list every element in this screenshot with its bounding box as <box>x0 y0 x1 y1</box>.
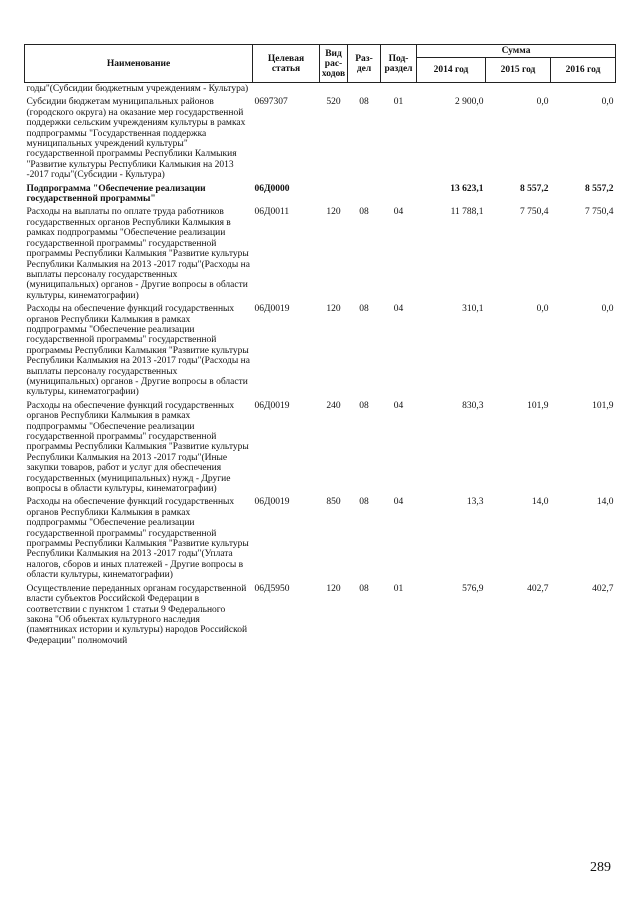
row-amount-2016: 0,0 <box>601 304 614 315</box>
row-vid <box>320 83 348 97</box>
row-amount-2014: 2 900,0 <box>455 97 484 108</box>
row-podrazdel: 01 <box>393 583 404 594</box>
row-amount-2015: 0,0 <box>536 304 549 315</box>
table-row <box>25 83 616 97</box>
header-target: Целевая статья <box>253 45 320 83</box>
row-podrazdel: 04 <box>393 497 404 508</box>
row-amount-2015: 0,0 <box>536 97 549 108</box>
row-vid: 520 <box>326 97 341 108</box>
table-header <box>25 45 616 83</box>
row-amount-2015: 402,7 <box>527 583 549 594</box>
row-amount-2014: 13 623,1 <box>450 183 484 194</box>
row-vid: 120 <box>326 207 341 218</box>
row-vid: 850 <box>326 497 341 508</box>
row-amount-2016 <box>551 83 616 97</box>
row-target-code: 06Д0011 <box>254 207 290 218</box>
row-amount-2014: 13,3 <box>466 497 484 508</box>
row-razdel <box>348 83 381 97</box>
budget-table <box>24 44 616 648</box>
row-amount-2014: 310,1 <box>462 304 484 315</box>
row-podrazdel <box>381 183 417 207</box>
row-amount-2014: 11 788,1 <box>450 207 484 218</box>
header-2015: 2015 год <box>486 58 551 83</box>
row-vid: 240 <box>326 400 341 411</box>
row-name: Субсидии бюджетам муниципальных районов (городского округа) на оказание мер государственной поддержки сельским учреждениям культуры в рамках подпрограммы "Государственная поддержка муниципальных учреждений культуры" государственной программы Республики Калмыкия "Развитие культуры Республики Калмыкия на 2013 -2017 годы"(Субсидии - Культура) <box>26 97 246 181</box>
row-target-code: 06Д0000 <box>254 183 290 194</box>
row-razdel: 08 <box>359 97 369 108</box>
row-razdel: 08 <box>359 304 369 315</box>
row-vid <box>320 183 348 207</box>
row-amount-2016: 101,9 <box>592 400 614 411</box>
table-row <box>25 96 616 182</box>
row-podrazdel: 04 <box>393 207 404 218</box>
row-amount-2016: 0,0 <box>601 97 614 108</box>
row-amount-2015: 7 750,4 <box>520 207 549 218</box>
row-amount-2015: 14,0 <box>531 497 549 508</box>
table-row <box>25 583 616 648</box>
row-podrazdel: 01 <box>393 97 404 108</box>
page-number: 289 <box>590 860 611 875</box>
row-amount-2014 <box>417 83 486 97</box>
header-podrazdel: Под-раздел <box>381 45 417 83</box>
row-name: Расходы на обеспечение функций государственных органов Республики Калмыкия в рамках подпрограммы "Обеспечение реализации государственной программы" государственной программы Республики Калмыкия "Развитие культуры Республики Калмыкия на 2013 -2017 годы"(Иные закупки товаров, работ и услуг для обеспечения государственных (муниципальных) нужд - Другие вопросы в области культуры, кинематографии) <box>26 400 249 495</box>
header-razdel: Раз-дел <box>348 45 381 83</box>
row-razdel: 08 <box>359 400 369 411</box>
row-amount-2016: 8 557,2 <box>585 183 614 194</box>
table-body <box>25 83 616 649</box>
row-target-code: 0697307 <box>254 97 288 108</box>
row-razdel <box>348 183 381 207</box>
header-2016: 2016 год <box>551 58 616 83</box>
row-vid: 120 <box>326 304 341 315</box>
row-name: Подпрограмма "Обеспечение реализации государственной программы" <box>26 183 206 205</box>
row-podrazdel <box>381 83 417 97</box>
row-amount-2016: 402,7 <box>592 583 614 594</box>
row-target-code <box>253 83 320 97</box>
row-razdel: 08 <box>359 207 369 218</box>
row-name: Расходы на обеспечение функций государственных органов Республики Калмыкия в рамках подпрограммы "Обеспечение реализации государственной программы" государственной программы Республики Калмыкия "Развитие культуры Республики Калмыкия на 2013 -2017 годы"(Расходы на выплаты персоналу государственных (муниципальных) органов - Другие вопросы в области культуры, кинематографии) <box>26 304 250 398</box>
row-amount-2014: 576,9 <box>462 583 484 594</box>
row-name: Осуществление переданных органам государственной власти субъектов Российской Федерации в соответствии с пунктом 1 статьи 9 Федерального закона "Об объектах культурного наследия (памятниках истории и культуры) народов Российской Федерации" полномочий <box>26 583 248 646</box>
table-row <box>25 496 616 582</box>
row-target-code: 06Д0019 <box>254 497 290 508</box>
header-vid: Вид рас-ходов <box>320 45 348 83</box>
row-amount-2016: 7 750,4 <box>585 207 614 218</box>
row-amount-2015: 101,9 <box>527 400 549 411</box>
row-amount-2014: 830,3 <box>462 400 484 411</box>
row-target-code: 06Д5950 <box>254 583 290 594</box>
row-target-code: 06Д0019 <box>254 400 290 411</box>
row-name: Расходы на выплаты по оплате труда работников государственных органов Республики Калмыкия в рамках подпрограммы "Обеспечение реализации государственной программы" государственной программы Республики Калмыкия "Развитие культуры Республики Калмыкия на 2013 -2017 годы"(Расходы на выплаты персоналу государственных (муниципальных) органов - Другие вопросы в области культуры, кинематографии) <box>26 207 250 301</box>
row-amount-2015: 8 557,2 <box>520 183 549 194</box>
table-row <box>25 400 616 497</box>
row-name: годы"(Субсидии бюджетным учреждениям - Культура) <box>26 84 249 94</box>
row-vid: 120 <box>326 583 341 594</box>
row-name: Расходы на обеспечение функций государственных органов Республики Калмыкия в рамках подпрограммы "Обеспечение реализации государственной программы" государственной программы Республики Калмыкия "Развитие культуры Республики Калмыкия на 2013 -2017 годы"(Уплата налогов, сборов и иных платежей - Другие вопросы в области культуры, кинематографии) <box>26 497 249 581</box>
row-razdel: 08 <box>359 583 369 594</box>
row-podrazdel: 04 <box>393 304 404 315</box>
row-razdel: 08 <box>359 497 369 508</box>
table-row <box>25 206 616 303</box>
row-amount-2015 <box>486 83 551 97</box>
row-podrazdel: 04 <box>393 400 404 411</box>
row-target-code: 06Д0019 <box>254 304 290 315</box>
row-amount-2016: 14,0 <box>596 497 614 508</box>
header-2014: 2014 год <box>417 58 486 83</box>
table-row <box>25 303 616 400</box>
header-name: Наименование <box>25 45 253 83</box>
header-summa: Сумма <box>417 45 616 58</box>
table-row <box>25 183 616 207</box>
